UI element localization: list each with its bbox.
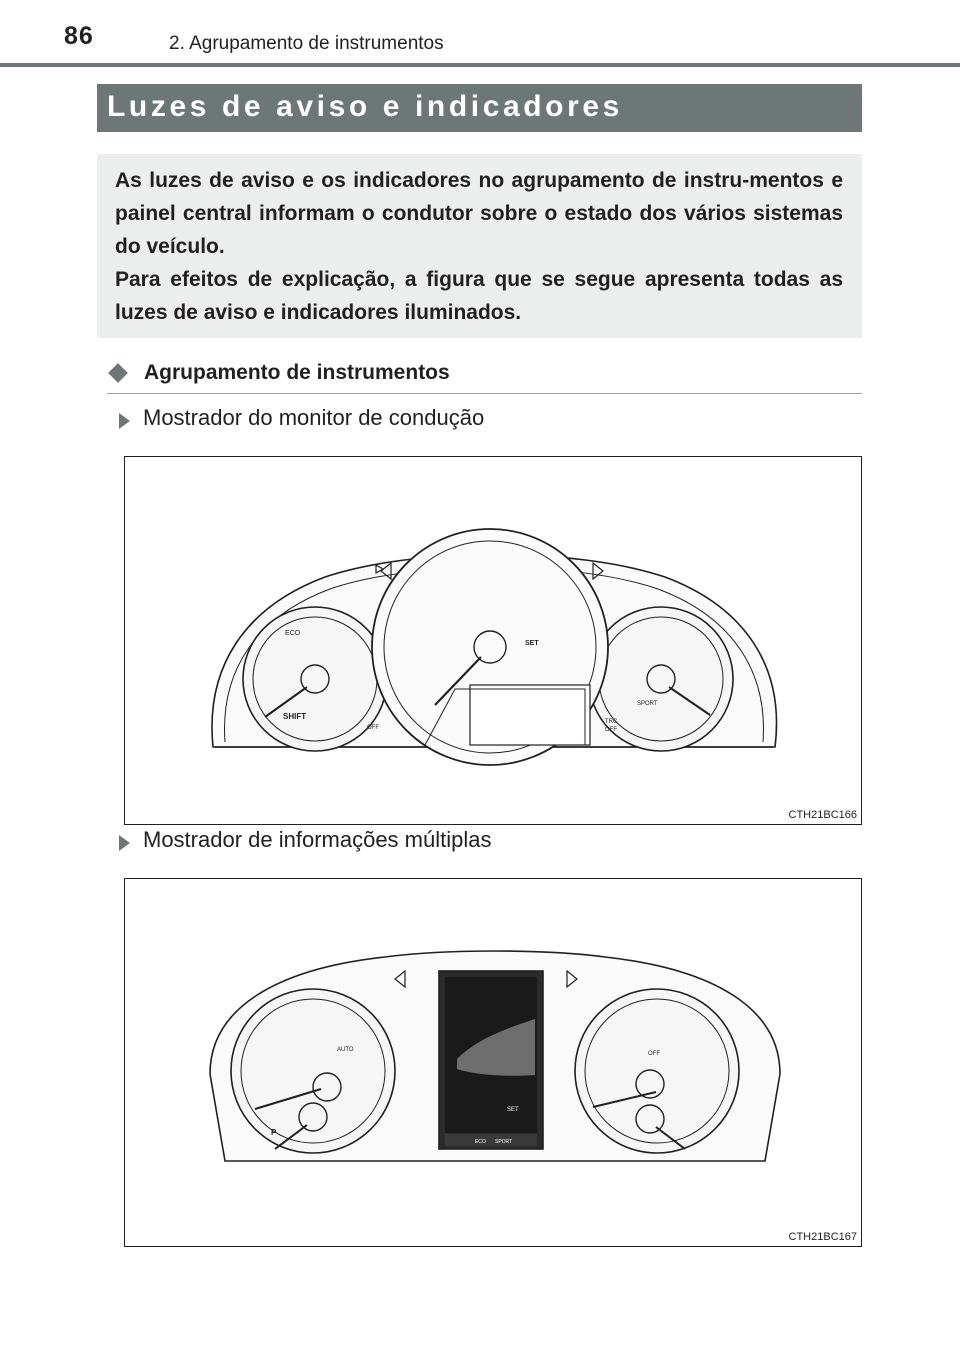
eco-label: ECO	[285, 630, 301, 637]
sport-label: SPORT	[637, 701, 658, 707]
figure-2-code: CTH21BC167	[788, 1231, 857, 1243]
sport-label-2: SPORT	[495, 1139, 513, 1145]
intro-paragraph-1: As luzes de aviso e os indicadores no agrupamento de instru-mentos e painel central informam o condutor sobre o estado dos vários sistemas do veículo.	[115, 169, 843, 258]
page-number: 86	[64, 22, 94, 50]
trc-label: TRC	[605, 719, 618, 725]
section-banner	[97, 84, 862, 132]
diamond-icon	[108, 363, 128, 383]
auto-label: AUTO	[337, 1047, 354, 1053]
figure-2-cluster-multi-info	[124, 878, 862, 1247]
chapter-title: 2. Agrupamento de instrumentos	[169, 33, 444, 54]
intro-box	[97, 154, 862, 338]
subsection-title: Agrupamento de instrumentos	[144, 361, 450, 384]
set-label: SET	[525, 640, 539, 647]
figure-1-cluster-drive-monitor	[124, 456, 862, 825]
eco-label-2: ECO	[475, 1139, 486, 1145]
figure-1-caption-text: Mostrador do monitor de condução	[143, 405, 485, 430]
figure-1-code: CTH21BC166	[788, 809, 857, 821]
triangle-bullet-icon	[119, 835, 130, 851]
page-header	[0, 0, 960, 70]
trc-off-label: OFF	[605, 727, 617, 733]
instrument-cluster-illustration-1	[125, 457, 863, 826]
section-title: Luzes de aviso e indicadores	[107, 90, 623, 123]
shift-label: SHIFT	[283, 712, 307, 721]
subsection-heading	[107, 360, 862, 394]
header-rule	[0, 63, 960, 67]
triangle-bullet-icon	[119, 413, 130, 429]
parking-p-label: P	[271, 1128, 277, 1137]
set-label-2: SET	[507, 1107, 519, 1113]
instrument-cluster-illustration-2	[125, 879, 863, 1248]
off-label-2: OFF	[648, 1051, 660, 1057]
off-label: OFF	[367, 725, 379, 731]
intro-paragraph-2: Para efeitos de explicação, a figura que se segue apresenta todas as luzes de aviso e indicadores iluminados.	[115, 268, 843, 324]
figure-2-caption-text: Mostrador de informações múltiplas	[143, 827, 492, 852]
